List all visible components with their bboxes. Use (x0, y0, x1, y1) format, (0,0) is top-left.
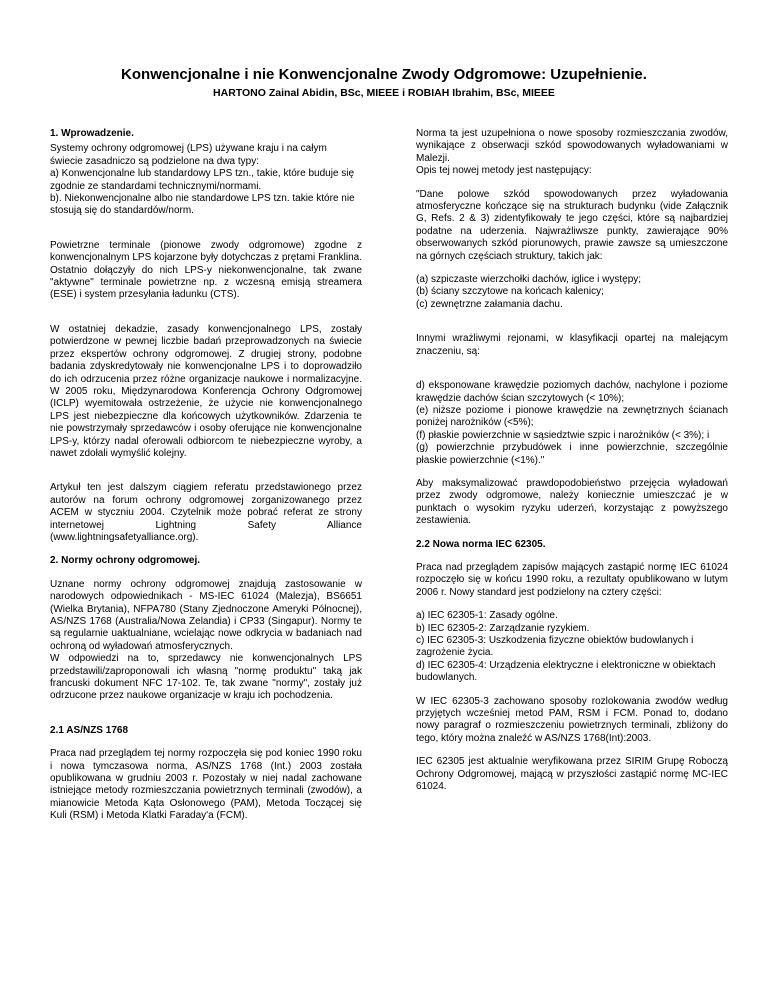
list-item: (b) ściany szczytowe na końcach kalenicy; (416, 286, 604, 298)
paper-authors: HARTONO Zainal Abidin, BSc, MIEEE i ROBIAH Ibrahim, BSc, MIEEE (213, 87, 555, 99)
paragraph: Innymi wrażliwymi rejonami, w klasyfikacji opartej na malejącym znaczeniu, są: (416, 333, 728, 357)
section-2-heading: 2. Normy ochrony odgromowej. (50, 555, 201, 567)
list-item: (e) niższe poziome i pionowe krawędzie na zewnętrznych ścianach poniżej narożników (<5%); (416, 404, 728, 429)
paragraph: Norma ta jest uzupełniona o nowe sposoby rozmieszczania zwodów, wynikające z obserwacji szkód spowodowanych wyładowaniami w Malezji. (416, 128, 728, 164)
section-1-heading: 1. Wprowadzenie. (50, 128, 134, 139)
paragraph: W odpowiedzi na to, sprzedawcy nie konwencjonalnych LPS przedstawili/zaproponowali ich własną "normę produktu" taką jak francuski dokument NFC 17-102. Te, tak zwane "normy", zostały już odrzucone przez naukowe organizacje w kraju ich pochodzenia. (50, 653, 362, 702)
intro-line: Systemy ochrony odgromowej (LPS) używane kraju i na całym świecie zasadniczo są podzielone na dwa typy: (50, 143, 327, 167)
paragraph: W ostatniej dekadzie, zasady konwencjonalnego LPS, zostały potwierdzone w pewnej liczbie badań przeprowadzonych na świecie przez ekspertów ochrony odgromowej. Z drugiej strony, podobne badania zdyskredytowały nie konwencjonalne LPS i to doprowadziło do ich odrzucenia przez różne organizacje naukowe i normalizacyjne. W 2005 roku, Międzynarodowa Konferencja Ochrony Odgromowej (ICLP) wyemitowała ostrzeżenie, że użycie nie konwencjonalnego LPS jest niebezpieczne dla końcowych użytkowników. Zdarzenia te nie powstrzymały sprzedawców i osoby oferujące nie konwencjonalne LPS-y, którzy nadal oferowali odbiorcom te niebezpieczne wyroby, a nawet zdołali wymyślić kolejny. (50, 323, 362, 459)
list-item: d) eksponowane krawędzie poziomych dachów, nachylone i poziome krawędzie dachów ścian szczytowych (< 10%); (416, 380, 728, 404)
quote-paragraph: "Dane polowe szkód spowodowanych przez wyładowania atmosferyczne kończące się na strukturach budynku (vide Załącznik G, Refs. 2 & 3) zidentyfikowały te jego części, które są najbardziej podatne na uderzenia. Najwrażliwsze punkty, zawierające 90% obserwowanych szkód piorunowych, prawie zawsze są umieszczone na górnych częściach struktury, takich jak: (416, 188, 728, 262)
list-item: b) IEC 62305-2: Zarządzanie ryzykiem. (416, 622, 590, 634)
paragraph: Artykuł ten jest dalszym ciągiem referatu przedstawionego przez autorów na forum ochrony odgromowej zorganizowanego przez ACEM w styczniu 2004. Czytelnik może pobrać referat ze strony internetowej Lightning Safety Alliance (www.lightningsafetyalliance.org). (50, 482, 362, 543)
paragraph: Opis tej nowej metody jest następujący: (416, 165, 592, 177)
left-column (50, 128, 362, 834)
list-item: c) IEC 62305-3: Uszkodzenia fizyczne obiektów budowlanych i zagrożenie życia. (416, 635, 694, 659)
paragraph: Uznane normy ochrony odgromowej znajdują zastosowanie w narodowych odpowiednikach - MS-IEC 61024 (Malezja), BS6651 (Wielka Brytania), NFPA780 (Stany Zjednoczone Ameryki Północnej), AS/NZS 1768 (Australia/Nowa Zelandia) i CP33 (Singapur). Normy te są regularnie uaktualniane, wcielając nowe odkrycia w badaniach nad ochroną od wyładowań atmosferycznych. (50, 578, 362, 652)
list-item: (c) zewnętrzne załamania dachu. (416, 298, 563, 310)
paragraph: IEC 62305 jest aktualnie weryfikowana przez SIRIM Grupę Roboczą Ochrony Odgromowej, mającą w przyszłości zastąpić normę MC-IEC 61024. (416, 756, 728, 793)
list-item: (a) szpiczaste wierzchołki dachów, iglice i występy; (416, 274, 642, 286)
list-item: (g) powierzchnie przybudówek i inne powierzchnie, szczególnie płaskie powierzchnie (<1%)." (416, 442, 728, 466)
paragraph: Praca nad przeglądem tej normy rozpoczęła się pod koniec 1990 roku i nowa tymczasowa norma, AS/NZS 1768 (Int.) 2003 została opublikowana w grudniu 2003 r. Pozostały w niej nadal zachowane istniejące metody rozmieszczania powietrznych terminali (zwodów), a mianowicie Metoda Kąta Osłonowego (PAM), Metoda Toczącej się Kuli (RSM) i Metoda Klatki Faraday'a (FCM). (50, 748, 362, 822)
section-2-1-heading: 2.1 AS/NZS 1768 (50, 724, 129, 736)
list-item: (f) płaskie powierzchnie w sąsiedztwie szpic i narożników (< 3%); i (416, 429, 710, 441)
paragraph: Aby maksymalizować prawdopodobieństwo przejęcia wyładowań przez zwody odgromowe, należy koniecznie umieszczać je w punktach o wysokim ryzyku uderzeń, korzystając z powyższego zestawienia. (416, 477, 728, 527)
list-item: d) IEC 62305-4: Urządzenia elektryczne i elektroniczne w obiektach budowlanych. (416, 659, 716, 684)
intro-line: b). Niekonwencjonalne albo nie standardowe LPS tzn. takie które nie stosują się do standardów/norm. (50, 193, 355, 217)
section-2-2-heading: 2.2 Nowa norma IEC 62305. (416, 538, 546, 550)
paper-title: Konwencjonalne i nie Konwencjonalne Zwody Odgromowe: Uzupełnienie. (121, 66, 647, 83)
paragraph: Praca nad przeglądem zapisów mających zastąpić normę IEC 61024 rozpoczęło się w końcu 1990 roku, a rezultaty opublikowano w lutym 2006 r. Nowy standard jest podzielony na cztery części: (416, 561, 728, 598)
paragraph: Powietrzne terminale (pionowe zwody odgromowe) zgodne z konwencjonalnym LPS kojarzone były dotychczas z prętami Franklina. Ostatnio dołączyły do nich LPS-y niekonwencjonalne, tak zwane "aktywne" terminale powietrzne np. z wczesną emisją streamera (ESE) i system przesyłania ładunku (CTS). (50, 239, 362, 301)
intro-line: a) Konwencjonalne lub standardowy LPS tzn., takie, które buduje się zgodnie ze standardami technicznymi/normami. (50, 168, 355, 192)
list-item: a) IEC 62305-1: Zasady ogólne. (416, 610, 558, 622)
right-column (416, 128, 728, 804)
paragraph: W IEC 62305-3 zachowano sposoby rozlokowania zwodów według przyjętych wcześniej metod PAM, RSM i FCM. Ponad to, dodano nowy paragraf o rozmieszczeniu powietrznych terminali, zbliżony do tego, który można znaleźć w AS/NZS 1768(Int):2003. (416, 695, 728, 744)
